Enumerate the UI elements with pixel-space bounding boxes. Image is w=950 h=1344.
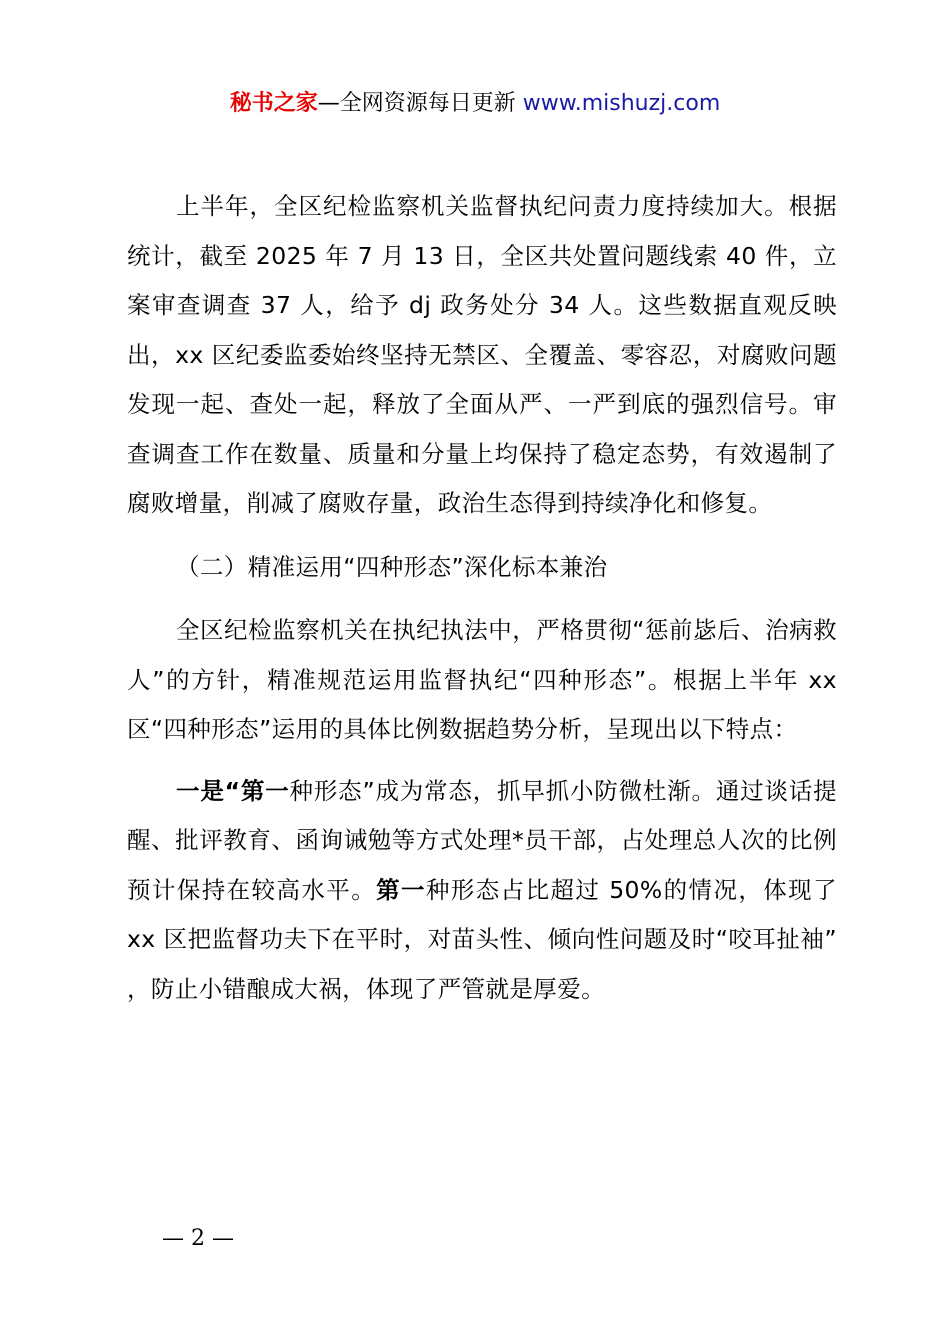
site-url-link[interactable]: www.mishuzj.com	[522, 91, 721, 116]
document-body	[127, 182, 837, 1014]
header-tagline: —全网资源每日更新	[317, 91, 523, 116]
emphasis-text: 第一	[376, 875, 426, 904]
paragraph-supervision-stats: 上半年，全区纪检监察机关监督执纪问责力度持续加大。根据统计，截至 2025 年 7 月 13 日，全区共处置问题线索 40 件，立案审查调查 37 人，给予 dj 政务处分 34 人。这些数据直观反映出，xx 区纪委监委始终坚持无禁区、全覆盖、零容忍，对腐败问题发现一起、查处一起，释放了全面从严、一严到底的强烈信号。审查调查工作在数量、质量和分量上均保持了稳定态势，有效遏制了腐败增量，削减了腐败存量，政治生态得到持续净化和修复。	[127, 192, 837, 517]
body-text: 种形态占比超过 50%的情况，体现了 xx 区把监督功夫下在平时，对苗头性、倾向性问题及时“咬耳扯袖” ，防止小错酿成大祸，体现了严管就是厚爱。	[127, 875, 837, 1003]
paragraph-four-forms: 全区纪检监察机关在执纪执法中，严格贯彻“惩前毖后、治病救人”的方针，精准规范运用监督执纪“四种形态”。根据上半年 xx 区“四种形态”运用的具体比例数据趋势分析，呈现出以下特点：	[127, 616, 837, 743]
site-header	[0, 88, 950, 120]
emphasis-text: 一是“第一	[176, 776, 290, 805]
paragraph-first-form	[127, 767, 837, 1015]
section-heading: （二）精准运用“四种形态”深化标本兼治	[176, 552, 608, 581]
brand-name: 秘书之家	[229, 91, 318, 116]
page-number: — 2 —	[162, 1226, 234, 1251]
body-text: 种形态”成为常态，抓早抓小防微杜渐。通过谈话提醒、批评教育、函询诫勉等方式处理*员干部，占处理总人次的比例预计保持在较高水平。	[127, 776, 837, 904]
